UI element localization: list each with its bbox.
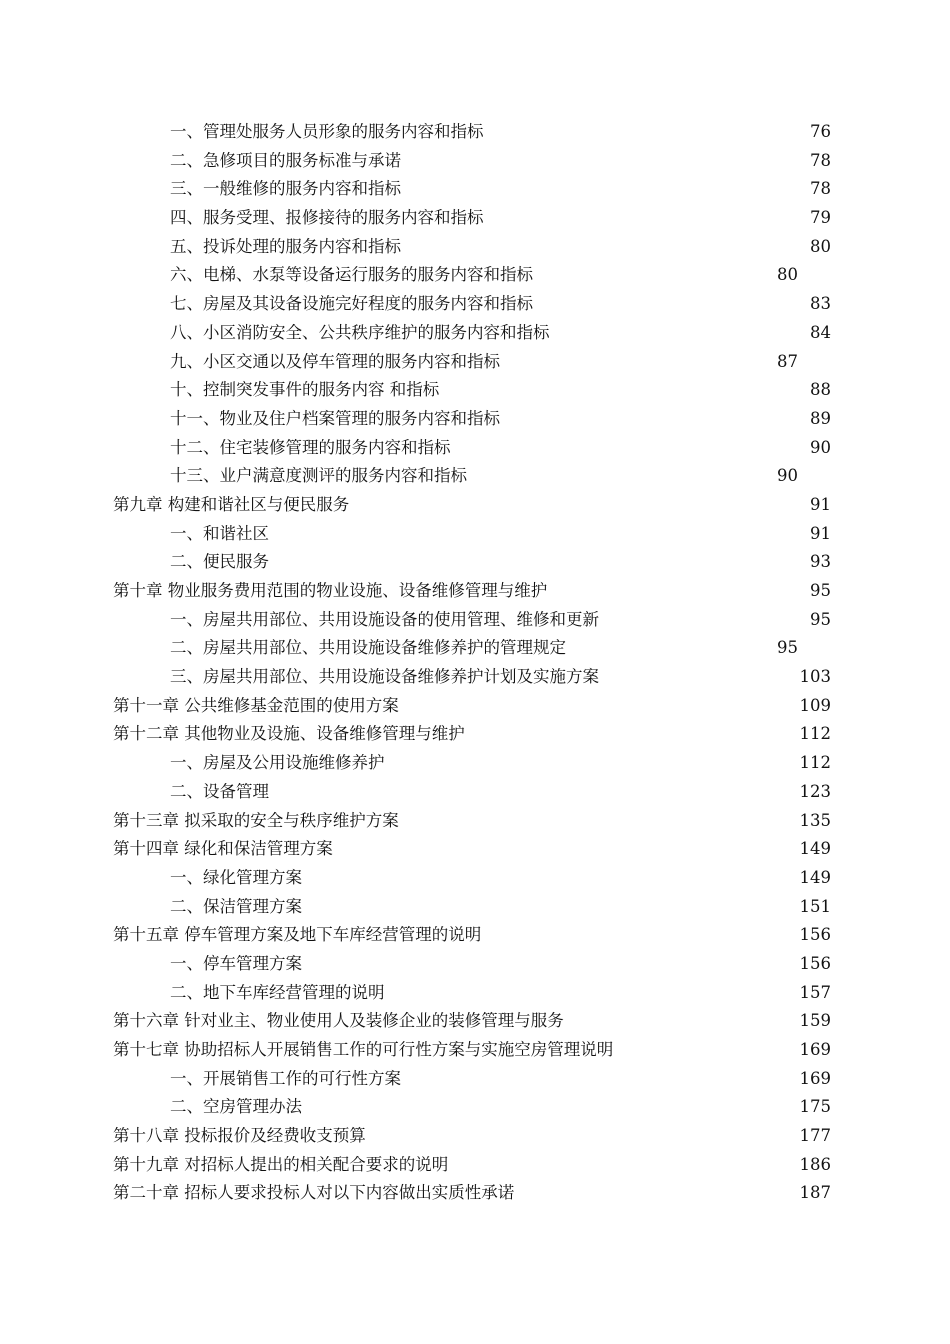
toc-entry-title: 五、投诉处理的服务内容和指标 bbox=[170, 236, 401, 256]
toc-page-number: 177 bbox=[799, 1126, 831, 1146]
toc-page-number: 135 bbox=[799, 810, 831, 830]
toc-page-number: 187 bbox=[799, 1183, 831, 1203]
toc-section-entry bbox=[0, 434, 950, 463]
toc-entry-title: 第二十章 招标人要求投标人对以下内容做出实质性承诺 bbox=[113, 1183, 515, 1203]
toc-entry-title: 第十一章 公共维修基金范围的使用方案 bbox=[113, 695, 399, 715]
toc-page-number: 78 bbox=[810, 150, 831, 170]
toc-entry-title: 第十三章 拟采取的安全与秩序维护方案 bbox=[113, 810, 399, 830]
toc-entry-title: 十、控制突发事件的服务内容 和指标 bbox=[170, 380, 440, 400]
toc-page-number: 84 bbox=[810, 322, 831, 342]
toc-entry-title: 九、小区交通以及停车管理的服务内容和指标 bbox=[170, 351, 500, 371]
toc-chapter-entry bbox=[0, 807, 950, 836]
toc-page-number: 169 bbox=[799, 1040, 831, 1059]
toc-chapter-entry bbox=[0, 1122, 950, 1151]
toc-page-number: 90 bbox=[810, 437, 831, 457]
toc-section-entry bbox=[0, 204, 950, 233]
toc-section-entry bbox=[0, 261, 950, 290]
toc-entry-title: 一、停车管理方案 bbox=[170, 953, 302, 973]
toc-page-number: 79 bbox=[810, 208, 831, 228]
toc-entry-title: 第十七章 协助招标人开展销售工作的可行性方案与实施空房管理说明 bbox=[113, 1040, 614, 1059]
toc-entry-title: 十二、住宅装修管理的服务内容和指标 bbox=[170, 437, 451, 457]
toc-section-entry bbox=[0, 606, 950, 635]
toc-page-number: 91 bbox=[810, 523, 831, 543]
toc-entry-title: 第十五章 停车管理方案及地下车库经营管理的说明 bbox=[113, 925, 482, 945]
toc-page-number: 156 bbox=[799, 925, 831, 945]
toc-page-number: 91 bbox=[810, 494, 831, 514]
toc-section-entry bbox=[0, 147, 950, 176]
toc-entry-title: 二、设备管理 bbox=[170, 781, 269, 801]
toc-page-number: 109 bbox=[799, 695, 831, 715]
toc-entry-title: 一、房屋及公用设施维修养护 bbox=[170, 753, 385, 773]
toc-entry-title: 第十九章 对招标人提出的相关配合要求的说明 bbox=[113, 1154, 449, 1174]
toc-entry-title: 第十六章 针对业主、物业使用人及装修企业的装修管理与服务 bbox=[113, 1011, 564, 1031]
toc-entry-title: 二、便民服务 bbox=[170, 552, 269, 572]
table-of-contents bbox=[0, 118, 950, 1208]
toc-section-entry bbox=[0, 376, 950, 405]
toc-entry-title: 第十八章 投标报价及经费收支预算 bbox=[113, 1126, 366, 1146]
toc-entry-title: 二、房屋共用部位、共用设施设备维修养护的管理规定 bbox=[170, 638, 566, 658]
toc-entry-title: 二、急修项目的服务标准与承诺 bbox=[170, 150, 401, 170]
toc-page-number: 157 bbox=[799, 982, 831, 1002]
toc-page-number: 87 bbox=[777, 351, 798, 371]
toc-entry-title: 二、地下车库经营管理的说明 bbox=[170, 982, 385, 1002]
toc-entry-title: 二、保洁管理方案 bbox=[170, 896, 302, 916]
toc-section-entry bbox=[0, 864, 950, 893]
toc-entry-title: 一、开展销售工作的可行性方案 bbox=[170, 1068, 401, 1088]
toc-chapter-entry bbox=[0, 921, 950, 950]
toc-entry-title: 八、小区消防安全、公共秩序维护的服务内容和指标 bbox=[170, 322, 550, 342]
toc-page-number: 95 bbox=[777, 638, 798, 658]
toc-page-number: 76 bbox=[810, 122, 831, 141]
toc-section-entry bbox=[0, 520, 950, 549]
toc-section-entry bbox=[0, 778, 950, 807]
toc-entry-title: 第十章 物业服务费用范围的物业设施、设备维修管理与维护 bbox=[113, 581, 548, 600]
toc-chapter-entry bbox=[0, 1007, 950, 1036]
toc-page-number: 151 bbox=[799, 896, 831, 916]
toc-section-entry bbox=[0, 893, 950, 922]
toc-section-entry bbox=[0, 548, 950, 577]
toc-entry-title: 四、服务受理、报修接待的服务内容和指标 bbox=[170, 208, 484, 228]
toc-page-number: 90 bbox=[777, 466, 798, 486]
toc-section-entry bbox=[0, 979, 950, 1008]
toc-entry-title: 二、空房管理办法 bbox=[170, 1097, 302, 1117]
toc-section-entry bbox=[0, 1093, 950, 1122]
toc-page-number: 95 bbox=[810, 609, 831, 629]
toc-chapter-entry bbox=[0, 1036, 950, 1065]
toc-page-number: 103 bbox=[799, 667, 831, 687]
toc-page-number: 159 bbox=[799, 1011, 831, 1031]
toc-section-entry bbox=[0, 233, 950, 262]
toc-section-entry bbox=[0, 1065, 950, 1094]
toc-page-number: 83 bbox=[810, 294, 831, 314]
toc-page-number: 112 bbox=[799, 753, 831, 773]
toc-page-number: 89 bbox=[810, 408, 831, 428]
toc-entry-title: 十一、物业及住户档案管理的服务内容和指标 bbox=[170, 408, 500, 428]
toc-section-entry bbox=[0, 348, 950, 377]
toc-chapter-entry bbox=[0, 1179, 950, 1208]
toc-chapter-entry bbox=[0, 1151, 950, 1180]
toc-section-entry bbox=[0, 290, 950, 319]
toc-chapter-entry bbox=[0, 720, 950, 749]
toc-page-number: 112 bbox=[799, 724, 831, 744]
toc-section-entry bbox=[0, 663, 950, 692]
toc-page-number: 95 bbox=[810, 581, 831, 600]
toc-entry-title: 一、房屋共用部位、共用设施设备的使用管理、维修和更新 bbox=[170, 609, 599, 629]
toc-page-number: 169 bbox=[799, 1068, 831, 1088]
toc-entry-title: 一、管理处服务人员形象的服务内容和指标 bbox=[170, 122, 484, 141]
toc-page-number: 80 bbox=[810, 236, 831, 256]
toc-entry-title: 第九章 构建和谐社区与便民服务 bbox=[113, 494, 350, 514]
toc-section-entry bbox=[0, 118, 950, 147]
toc-section-entry bbox=[0, 950, 950, 979]
toc-entry-title: 六、电梯、水泵等设备运行服务的服务内容和指标 bbox=[170, 265, 533, 285]
toc-page-number: 93 bbox=[810, 552, 831, 572]
toc-chapter-entry bbox=[0, 491, 950, 520]
toc-section-entry bbox=[0, 749, 950, 778]
toc-page-number: 88 bbox=[810, 380, 831, 400]
toc-entry-title: 第十二章 其他物业及设施、设备维修管理与维护 bbox=[113, 724, 465, 744]
toc-section-entry bbox=[0, 175, 950, 204]
toc-section-entry bbox=[0, 634, 950, 663]
toc-chapter-entry bbox=[0, 692, 950, 721]
toc-section-entry bbox=[0, 405, 950, 434]
toc-page-number: 149 bbox=[799, 839, 831, 859]
toc-page-number: 80 bbox=[777, 265, 798, 285]
toc-chapter-entry bbox=[0, 577, 950, 606]
toc-page-number: 149 bbox=[799, 867, 831, 887]
toc-entry-title: 一、和谐社区 bbox=[170, 523, 269, 543]
toc-section-entry bbox=[0, 462, 950, 491]
toc-entry-title: 第十四章 绿化和保洁管理方案 bbox=[113, 839, 333, 859]
toc-chapter-entry bbox=[0, 835, 950, 864]
toc-entry-title: 三、房屋共用部位、共用设施设备维修养护计划及实施方案 bbox=[170, 667, 599, 687]
toc-page-number: 186 bbox=[799, 1154, 831, 1174]
toc-entry-title: 七、房屋及其设备设施完好程度的服务内容和指标 bbox=[170, 294, 533, 314]
toc-page-number: 175 bbox=[799, 1097, 831, 1117]
toc-section-entry bbox=[0, 319, 950, 348]
toc-entry-title: 一、绿化管理方案 bbox=[170, 867, 302, 887]
toc-page-number: 78 bbox=[810, 179, 831, 199]
toc-page-number: 156 bbox=[799, 953, 831, 973]
toc-entry-title: 十三、业户满意度测评的服务内容和指标 bbox=[170, 466, 467, 486]
toc-page-number: 123 bbox=[799, 781, 831, 801]
toc-entry-title: 三、一般维修的服务内容和指标 bbox=[170, 179, 401, 199]
